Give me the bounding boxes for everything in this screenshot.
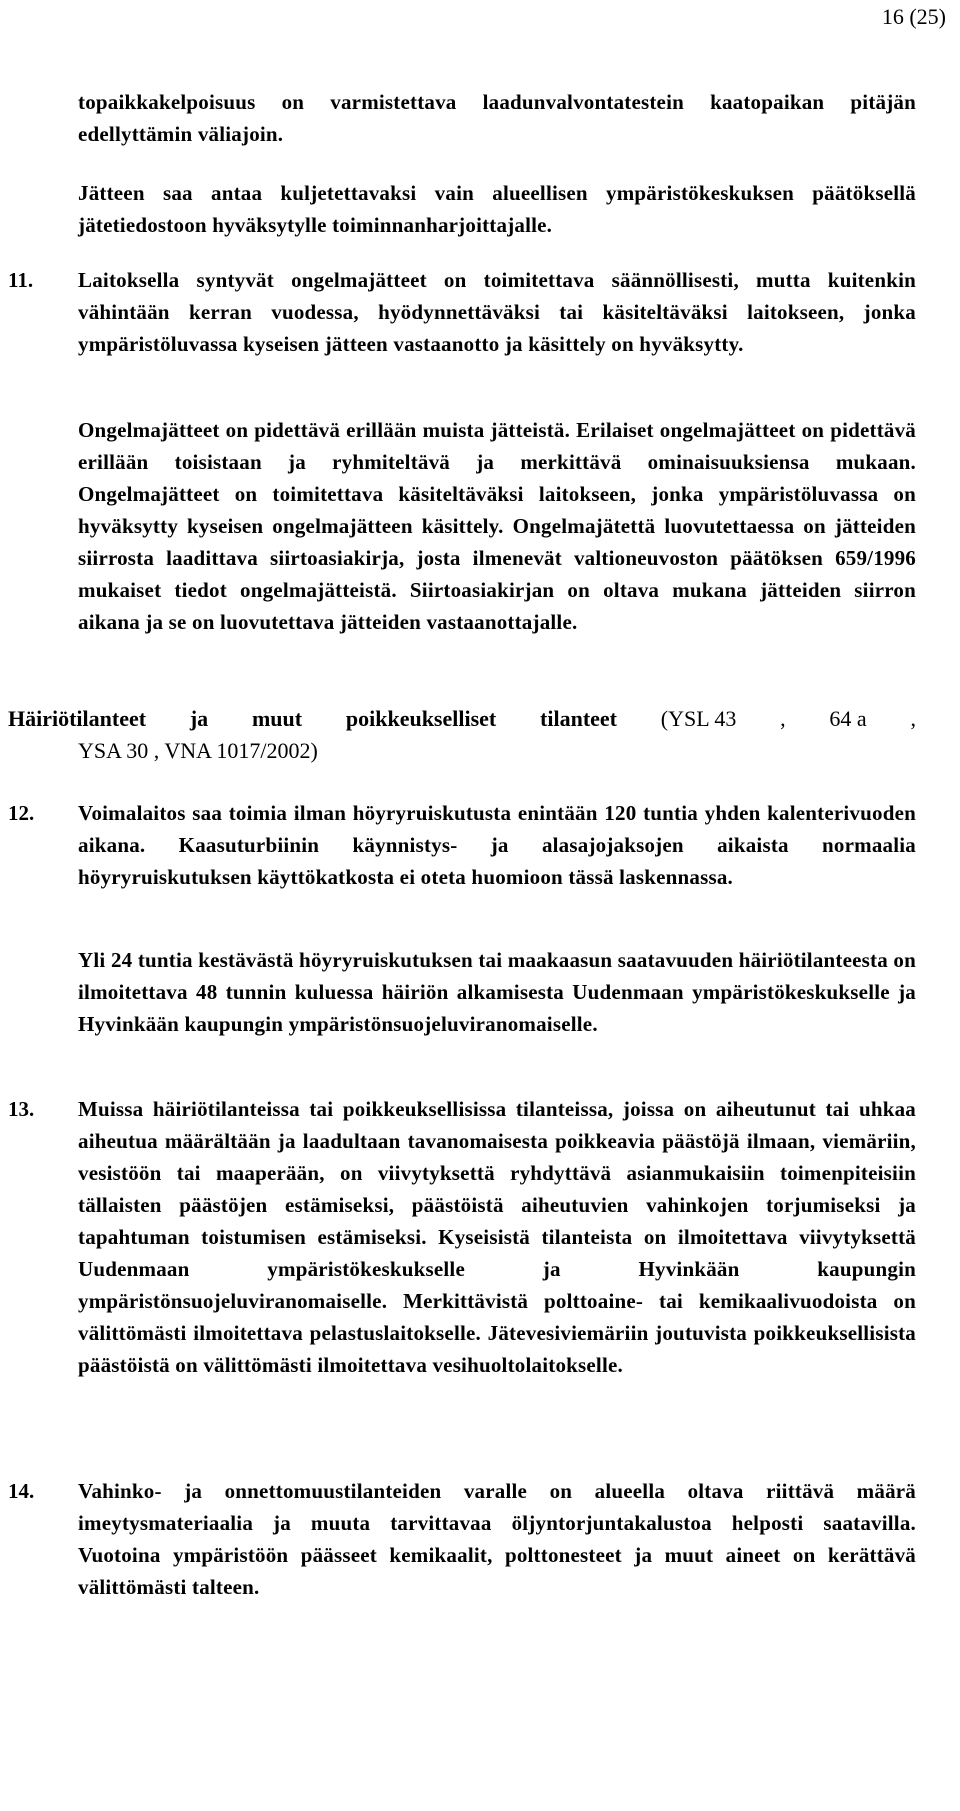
item-12 bbox=[8, 797, 916, 893]
continuation-paragraph-1 bbox=[78, 86, 916, 150]
heading-word: ja bbox=[189, 706, 209, 731]
page-number: 16 (25) bbox=[881, 4, 946, 29]
heading-word: Häiriötilanteet bbox=[8, 706, 147, 731]
heading-word: muut bbox=[251, 706, 303, 731]
heading-word: poikkeukselliset bbox=[345, 706, 497, 731]
item-number: 11. bbox=[8, 268, 34, 292]
section-heading bbox=[8, 703, 916, 767]
item-12-paragraph-2 bbox=[78, 944, 916, 1040]
item-number: 12. bbox=[8, 801, 35, 825]
paragraph-text: Yli 24 tuntia kestävästä höyryruiskutuksen tai maakaasun saatavuuden häiriötilanteesta on ilmoitettava 48 tunnin kuluessa häiriön alkamisesta Uudenmaan ympäristökeskukselle ja Hyvinkään kaupungin ympäristönsuojeluviranomaiselle. bbox=[78, 948, 916, 1036]
heading-reference: 64 a bbox=[829, 706, 867, 731]
heading-word: tilanteet bbox=[540, 706, 617, 731]
heading-reference-line: YSA 30 , VNA 1017/2002) bbox=[78, 738, 318, 763]
item-11 bbox=[8, 264, 916, 360]
paragraph-text: Muissa häiriötilanteissa tai poikkeuksellisissa tilanteissa, joissa on aiheutunut tai uhkaa aiheutua määrältään ja laadultaan tavanomaisesta poikkeavia päästöjä ilmaan, viemäriin, vesistöön tai maaperään, on viivytyksettä ryhdyttävä asianmukaisiin toimenpiteisiin tällaisten päästöjen estämiseksi, päästöistä aiheutuvien vahinkojen torjumiseksi ja tapahtuman toistumisen estämiseksi. Kyseisistä tilanteista on ilmoitettava viivytyksettä Uudenmaan ympäristökeskukselle ja Hyvinkään kaupungin ympäristönsuojeluviranomaiselle. Merkittävistä polttoaine- tai kemikaalivuodoista on välittömästi ilmoitettava pelastuslaitokselle. Jätevesiviemäriin joutuvista poikkeuksellisista päästöistä on välittömästi ilmoitettava vesihuoltolaitokselle. bbox=[78, 1097, 916, 1377]
item-14 bbox=[8, 1475, 916, 1603]
item-11-paragraph-2 bbox=[78, 414, 916, 638]
paragraph-text: Jätteen saa antaa kuljetettavaksi vain alueellisen ympäristökeskuksen päätöksellä jätetiedostoon hyväksytylle toiminnanharjoittajalle. bbox=[78, 181, 916, 237]
item-number: 13. bbox=[8, 1097, 35, 1121]
continuation-paragraph-2 bbox=[78, 177, 916, 241]
paragraph-text: Ongelmajätteet on pidettävä erillään muista jätteistä. Erilaiset ongelmajätteet on pidettävä erillään toisistaan ja ryhmiteltävä ja merkittävä ominaisuuksiensa mukaan. Ongelmajätteet on toimitettava käsiteltäväksi laitokseen, jonka ympäristöluvassa on hyväksytty kyseisen ongelmajätteen käsittely. Ongelmajätettä luovutettaessa on jätteiden siirrosta laadittava siirtoasiakirja, josta ilmenevät valtioneuvoston päätöksen 659/1996 mukaiset tiedot ongelmajätteistä. Siirtoasiakirjan on oltava mukana jätteiden siirron aikana ja se on luovutettava jätteiden vastaanottajalle. bbox=[78, 418, 916, 634]
heading-reference: , bbox=[780, 706, 786, 731]
heading-reference: , bbox=[910, 706, 916, 731]
paragraph-text: Voimalaitos saa toimia ilman höyryruiskutusta enintään 120 tuntia yhden kalenterivuoden aikana. Kaasuturbiinin käynnistys- ja alasajojaksojen aikaista normaalia höyryruiskutuksen käyttökatkosta ei oteta huomioon tässä laskennassa. bbox=[78, 801, 916, 889]
heading-reference: (YSL 43 bbox=[660, 706, 737, 731]
item-13 bbox=[8, 1093, 916, 1381]
paragraph-text: Vahinko- ja onnettomuustilanteiden varalle on alueella oltava riittävä määrä imeytysmateriaalia ja muuta tarvittavaa öljyntorjuntakalustoa helposti saatavilla. Vuotoina ympäristöön päässeet kemikaalit, polttonesteet ja muut aineet on kerättävä välittömästi talteen. bbox=[78, 1479, 916, 1599]
item-number: 14. bbox=[8, 1479, 35, 1503]
paragraph-text: Laitoksella syntyvät ongelmajätteet on toimitettava säännöllisesti, mutta kuitenkin vähintään kerran vuodessa, hyödynnettäväksi tai käsiteltäväksi laitokseen, jonka ympäristöluvassa kyseisen jätteen vastaanotto ja käsittely on hyväksytty. bbox=[78, 268, 916, 356]
paragraph-text: topaikkakelpoisuus on varmistettava laadunvalvontatestein kaatopaikan pitäjän edellyttämin väliajoin. bbox=[78, 90, 916, 146]
